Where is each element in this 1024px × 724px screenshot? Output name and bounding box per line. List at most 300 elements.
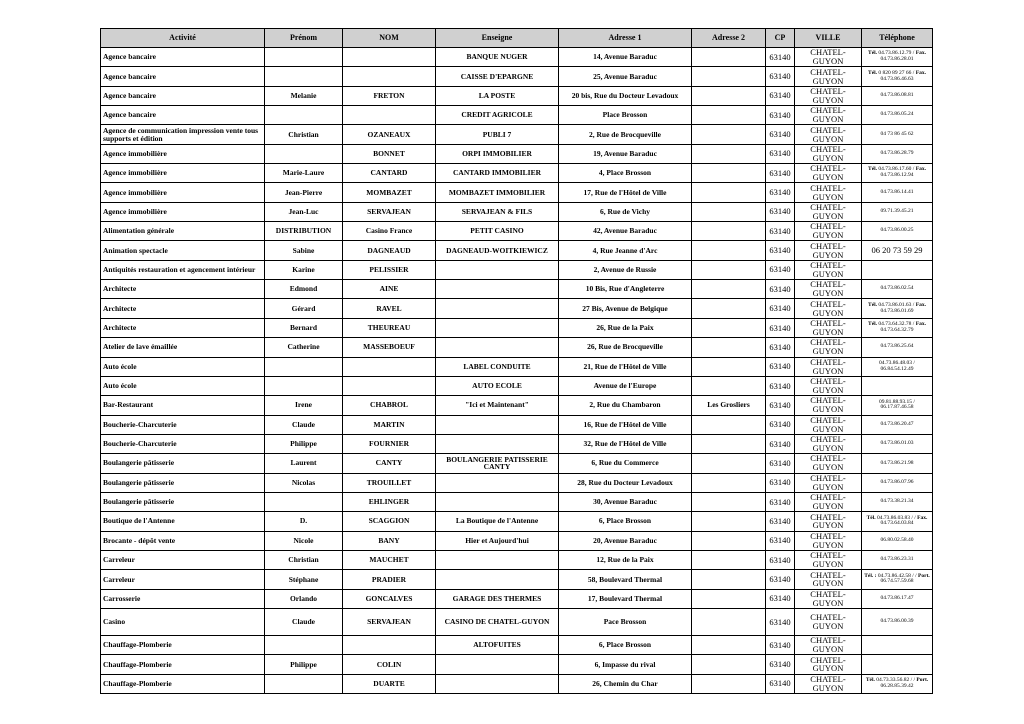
table-row — [101, 674, 933, 693]
ville-cell: CHATEL-GUYON — [795, 183, 862, 202]
ville-cell: CHATEL-GUYON — [795, 357, 862, 376]
nom-cell: OZANEAUX — [343, 125, 436, 144]
telephone-type-label: Tél. — [865, 677, 875, 684]
ville-cell: CHATEL-GUYON — [795, 144, 862, 163]
enseigne-cell: BANQUE NUGER — [436, 48, 559, 67]
telephone-cell: Tél. 04.73.64.32.78 / Fax. 04.73.64.32.79 — [862, 318, 933, 337]
cp-cell: 63140 — [766, 531, 795, 550]
nom-cell — [343, 357, 436, 376]
telephone-number: 04.73.86.20.47 — [880, 420, 914, 427]
prenom-cell — [265, 635, 343, 654]
telephone-number: 04.73.86.03.83 / — [876, 514, 913, 521]
adresse1-cell: 27 Bis, Avenue de Belgique — [559, 299, 692, 318]
enseigne-cell — [436, 260, 559, 279]
adresse1-cell: 58, Boulevard Thermal — [559, 570, 692, 589]
cp-cell: 63140 — [766, 608, 795, 635]
cp-cell: 63140 — [766, 144, 795, 163]
activite-cell: Carreleur — [101, 550, 265, 569]
ville-cell: CHATEL-GUYON — [795, 67, 862, 86]
table-row — [101, 512, 933, 531]
table-row — [101, 299, 933, 318]
nom-cell: CANTARD — [343, 164, 436, 183]
table-row — [101, 338, 933, 357]
cp-cell: 63140 — [766, 512, 795, 531]
table-row — [101, 67, 933, 86]
nom-cell: COLIN — [343, 655, 436, 674]
activite-cell: Alimentation générale — [101, 222, 265, 241]
telephone-number: 04.73.38.21.34 — [880, 498, 914, 505]
enseigne-cell — [436, 492, 559, 511]
telephone-type-label: Port. — [918, 572, 930, 579]
prenom-cell: Karine — [265, 260, 343, 279]
telephone-cell — [862, 396, 933, 415]
table-row — [101, 415, 933, 434]
telephone-number: 04.73.86.05.24 — [880, 111, 914, 118]
prenom-cell: Nicolas — [265, 473, 343, 492]
telephone-cell — [862, 338, 933, 357]
header-enseigne: Enseigne — [436, 29, 559, 48]
enseigne-cell: ALTOFUITES — [436, 635, 559, 654]
telephone-cell — [862, 280, 933, 299]
telephone-number: 06.80.02.58.40 — [880, 536, 914, 543]
nom-cell: MAUCHET — [343, 550, 436, 569]
telephone-number: 04.73.86.12.94 — [880, 172, 914, 179]
enseigne-cell: SERVAJEAN & FILS — [436, 202, 559, 221]
nom-cell: GONCALVES — [343, 589, 436, 608]
adresse2-cell — [692, 318, 766, 337]
prenom-cell: Jean-Luc — [265, 202, 343, 221]
ville-cell: CHATEL-GUYON — [795, 318, 862, 337]
telephone-cell: Tél. 04.73.86.03.83 / / Fax. 04.73.64.03.84 — [862, 512, 933, 531]
ville-cell: CHATEL-GUYON — [795, 338, 862, 357]
activite-cell: Boulangerie pâtisserie — [101, 454, 265, 473]
table-row — [101, 589, 933, 608]
telephone-number: 04.73.86.07.96 — [880, 478, 914, 485]
adresse2-cell — [692, 125, 766, 144]
activite-cell: Agence immobilière — [101, 202, 265, 221]
table-row — [101, 454, 933, 473]
adresse1-cell: 21, Rue de l'Hôtel de Ville — [559, 357, 692, 376]
enseigne-cell — [436, 299, 559, 318]
adresse1-cell: Place Brosson — [559, 106, 692, 125]
activite-cell: Agence bancaire — [101, 106, 265, 125]
ville-cell: CHATEL-GUYON — [795, 570, 862, 589]
activite-cell: Agence bancaire — [101, 67, 265, 86]
header-telephone: Téléphone — [862, 29, 933, 48]
enseigne-cell: LABEL CONDUITE — [436, 357, 559, 376]
enseigne-cell: GARAGE DES THERMES — [436, 589, 559, 608]
activite-cell: Brocante - dépôt vente — [101, 531, 265, 550]
cp-cell: 63140 — [766, 260, 795, 279]
ville-cell: CHATEL-GUYON — [795, 635, 862, 654]
adresse1-cell: 16, Rue de l'Hôtel de Ville — [559, 415, 692, 434]
adresse2-cell — [692, 86, 766, 105]
activite-cell: Carreleur — [101, 570, 265, 589]
table-row — [101, 531, 933, 550]
header-adresse1: Adresse 1 — [559, 29, 692, 48]
prenom-cell — [265, 106, 343, 125]
prenom-cell: Philippe — [265, 434, 343, 453]
telephone-cell — [862, 106, 933, 125]
adresse2-cell — [692, 454, 766, 473]
telephone-cell — [862, 357, 933, 376]
prenom-cell: Christian — [265, 125, 343, 144]
prenom-cell — [265, 144, 343, 163]
activite-cell: Agence immobilière — [101, 183, 265, 202]
telephone-number: 09.81.88.93.15 / — [879, 398, 915, 405]
prenom-cell: Christian — [265, 550, 343, 569]
ville-cell: CHATEL-GUYON — [795, 492, 862, 511]
adresse1-cell: 26, Rue de la Paix — [559, 318, 692, 337]
nom-cell: PELISSIER — [343, 260, 436, 279]
telephone-cell: Tél. 04.73.86.12.79 / Fax. 04.73.86.28.01 — [862, 48, 933, 67]
header-activite: Activité — [101, 29, 265, 48]
telephone-number: 06.74.57.59.68 — [880, 578, 914, 585]
telephone-cell — [862, 125, 933, 144]
table-row — [101, 86, 933, 105]
adresse2-cell — [692, 473, 766, 492]
ville-cell: CHATEL-GUYON — [795, 550, 862, 569]
adresse2-cell — [692, 222, 766, 241]
telephone-cell — [862, 202, 933, 221]
adresse2-cell — [692, 183, 766, 202]
cp-cell: 63140 — [766, 396, 795, 415]
adresse2-cell — [692, 570, 766, 589]
nom-cell — [343, 48, 436, 67]
nom-cell: Casino France — [343, 222, 436, 241]
telephone-cell — [862, 144, 933, 163]
nom-cell: DUARTE — [343, 674, 436, 693]
prenom-cell: Gérard — [265, 299, 343, 318]
adresse2-cell: Les Grosliers — [692, 396, 766, 415]
table-row — [101, 434, 933, 453]
telephone-number: 04.73.64.03.84 — [880, 520, 914, 527]
telephone-cell — [862, 589, 933, 608]
nom-cell — [343, 67, 436, 86]
enseigne-cell: CANTARD IMMOBILIER — [436, 164, 559, 183]
telephone-number: 04.73.33.56.82 / — [876, 677, 913, 684]
adresse1-cell: 12, Rue de la Paix — [559, 550, 692, 569]
cp-cell: 63140 — [766, 67, 795, 86]
prenom-cell: Bernard — [265, 318, 343, 337]
prenom-cell: Claude — [265, 415, 343, 434]
activite-cell: Animation spectacle — [101, 241, 265, 260]
nom-cell: SERVAJEAN — [343, 202, 436, 221]
prenom-cell: DISTRIBUTION — [265, 222, 343, 241]
adresse1-cell: 6, Place Brosson — [559, 512, 692, 531]
nom-cell: CANTY — [343, 454, 436, 473]
adresse1-cell: 10 Bis, Rue d'Angleterre — [559, 280, 692, 299]
telephone-number: 04.73.86.17.47 — [880, 594, 914, 601]
telephone-cell: Tél. 04.73.86.17.60 / Fax. 04.73.86.12.94 — [862, 164, 933, 183]
adresse1-cell: 6, Rue de Vichy — [559, 202, 692, 221]
cp-cell: 63140 — [766, 222, 795, 241]
table-row — [101, 183, 933, 202]
adresse2-cell — [692, 260, 766, 279]
nom-cell: TROUILLET — [343, 473, 436, 492]
enseigne-cell — [436, 434, 559, 453]
ville-cell: CHATEL-GUYON — [795, 86, 862, 105]
enseigne-cell — [436, 550, 559, 569]
enseigne-cell: BOULANGERIE PATISSERIE CANTY — [436, 454, 559, 473]
enseigne-cell — [436, 280, 559, 299]
ville-cell: CHATEL-GUYON — [795, 164, 862, 183]
table-row — [101, 48, 933, 67]
telephone-cell: Tél. 04.73.33.56.82 / / Port. 06.28.85.39.42 — [862, 674, 933, 693]
telephone-type-label: Fax. — [917, 514, 928, 521]
enseigne-cell — [436, 570, 559, 589]
adresse2-cell — [692, 492, 766, 511]
telephone-number: 04.73.86.14.41 — [880, 188, 914, 195]
adresse1-cell: 25, Avenue Baraduc — [559, 67, 692, 86]
adresse2-cell — [692, 512, 766, 531]
telephone-number: 06.28.85.39.42 — [880, 682, 914, 689]
telephone-type-label: Fax. — [915, 166, 926, 173]
adresse2-cell — [692, 674, 766, 693]
telephone-type-label: Tél. : — [864, 572, 877, 579]
table-row — [101, 570, 933, 589]
adresse1-cell: 20 bis, Rue du Docteur Levadoux — [559, 86, 692, 105]
ville-cell: CHATEL-GUYON — [795, 202, 862, 221]
telephone-type-label: Fax. — [915, 321, 926, 328]
telephone-cell — [862, 260, 933, 279]
cp-cell: 63140 — [766, 280, 795, 299]
telephone-number: 04.73.86.23.31 — [880, 556, 914, 563]
table-row — [101, 318, 933, 337]
telephone-number: 04.73.86.00.25 — [880, 227, 914, 234]
telephone-number: 06.84.54.12.49 — [880, 365, 914, 372]
adresse2-cell — [692, 655, 766, 674]
enseigne-cell: MOMBAZET IMMOBILIER — [436, 183, 559, 202]
nom-cell: SERVAJEAN — [343, 608, 436, 635]
telephone-cell — [862, 492, 933, 511]
telephone-type-label: Port. — [916, 677, 929, 684]
ville-cell: CHATEL-GUYON — [795, 241, 862, 260]
cp-cell: 63140 — [766, 357, 795, 376]
prenom-cell: Nicole — [265, 531, 343, 550]
telephone-cell — [862, 434, 933, 453]
ville-cell: CHATEL-GUYON — [795, 589, 862, 608]
prenom-cell — [265, 492, 343, 511]
activite-cell: Boucherie-Charcuterie — [101, 415, 265, 434]
header-adresse2: Adresse 2 — [692, 29, 766, 48]
table-row — [101, 260, 933, 279]
enseigne-cell: LA POSTE — [436, 86, 559, 105]
telephone-number: 04.73.86.28.01 — [880, 56, 914, 63]
telephone-cell — [862, 550, 933, 569]
telephone-number: 04.73.86.01.63 — [878, 301, 912, 308]
cp-cell: 63140 — [766, 492, 795, 511]
cp-cell: 63140 — [766, 183, 795, 202]
enseigne-cell: CREDIT AGRICOLE — [436, 106, 559, 125]
enseigne-cell — [436, 655, 559, 674]
telephone-type-label: Tél. — [868, 69, 878, 76]
nom-cell: AINE — [343, 280, 436, 299]
telephone-number: 04.73.86.46.63 — [880, 75, 914, 82]
cp-cell: 63140 — [766, 589, 795, 608]
table-row — [101, 655, 933, 674]
telephone-type-label: Fax. — [915, 301, 926, 308]
table-row — [101, 473, 933, 492]
cp-cell: 63140 — [766, 415, 795, 434]
prenom-cell: Jean-Pierre — [265, 183, 343, 202]
prenom-cell: Marie-Laure — [265, 164, 343, 183]
prenom-cell: Catherine — [265, 338, 343, 357]
cp-cell: 63140 — [766, 318, 795, 337]
telephone-number: 04.73.86.48.03 / — [879, 359, 915, 366]
ville-cell: CHATEL-GUYON — [795, 674, 862, 693]
directory-sheet — [100, 28, 933, 694]
table-row — [101, 125, 933, 144]
adresse1-cell: 42, Avenue Baraduc — [559, 222, 692, 241]
activite-cell: Boutique de l'Antenne — [101, 512, 265, 531]
prenom-cell: Orlando — [265, 589, 343, 608]
adresse2-cell — [692, 550, 766, 569]
cp-cell: 63140 — [766, 570, 795, 589]
cp-cell: 63140 — [766, 164, 795, 183]
enseigne-cell: CASINO DE CHATEL-GUYON — [436, 608, 559, 635]
ville-cell: CHATEL-GUYON — [795, 260, 862, 279]
table-row — [101, 106, 933, 125]
adresse1-cell: 6, Rue du Commerce — [559, 454, 692, 473]
telephone-number: 04.73.86.25.64 — [880, 343, 914, 350]
adresse2-cell — [692, 164, 766, 183]
cp-cell: 63140 — [766, 202, 795, 221]
activite-cell: Carrosserie — [101, 589, 265, 608]
table-row — [101, 396, 933, 415]
adresse1-cell: 17, Rue de l'Hôtel de Ville — [559, 183, 692, 202]
cp-cell: 63140 — [766, 241, 795, 260]
adresse2-cell — [692, 589, 766, 608]
activite-cell: Agence de communication impression vente tous supports et édition — [101, 125, 265, 144]
prenom-cell — [265, 674, 343, 693]
adresse2-cell — [692, 106, 766, 125]
activite-cell: Architecte — [101, 299, 265, 318]
telephone-number: 09.71.39.45.21 — [880, 208, 914, 215]
adresse1-cell: Pace Brosson — [559, 608, 692, 635]
ville-cell: CHATEL-GUYON — [795, 222, 862, 241]
adresse2-cell — [692, 202, 766, 221]
telephone-cell — [862, 222, 933, 241]
cp-cell: 63140 — [766, 125, 795, 144]
table-row — [101, 376, 933, 395]
nom-cell: PRADIER — [343, 570, 436, 589]
nom-cell: RAVEL — [343, 299, 436, 318]
adresse1-cell: 14, Avenue Baraduc — [559, 48, 692, 67]
adresse1-cell: Avenue de l'Europe — [559, 376, 692, 395]
nom-cell: SCAGGION — [343, 512, 436, 531]
table-body — [101, 48, 933, 694]
prenom-cell — [265, 376, 343, 395]
enseigne-cell — [436, 473, 559, 492]
adresse2-cell — [692, 280, 766, 299]
cp-cell: 63140 — [766, 338, 795, 357]
cp-cell: 63140 — [766, 299, 795, 318]
adresse1-cell: 26, Rue de Brocqueville — [559, 338, 692, 357]
telephone-cell: Tél. 04.73.86.01.63 / Fax. 04.73.86.01.69 — [862, 299, 933, 318]
ville-cell: CHATEL-GUYON — [795, 473, 862, 492]
nom-cell: BANY — [343, 531, 436, 550]
adresse2-cell — [692, 415, 766, 434]
adresse1-cell: 17, Boulevard Thermal — [559, 589, 692, 608]
adresse1-cell: 28, Rue du Docteur Levadoux — [559, 473, 692, 492]
table-row — [101, 222, 933, 241]
activite-cell: Agence immobilière — [101, 164, 265, 183]
activite-cell: Agence bancaire — [101, 86, 265, 105]
adresse1-cell: 4, Place Brosson — [559, 164, 692, 183]
enseigne-cell: "Ici et Maintenant" — [436, 396, 559, 415]
prenom-cell: Sabine — [265, 241, 343, 260]
telephone-number: 04 73 86 45 62 — [880, 130, 914, 137]
nom-cell — [343, 106, 436, 125]
adresse2-cell — [692, 299, 766, 318]
adresse1-cell: 6, Impasse du rival — [559, 655, 692, 674]
prenom-cell: Philippe — [265, 655, 343, 674]
adresse2-cell — [692, 144, 766, 163]
telephone-type-label: Tél. — [868, 50, 878, 57]
prenom-cell: Edmond — [265, 280, 343, 299]
telephone-number: 04.73.86.28.79 — [880, 150, 914, 156]
cp-cell: 63140 — [766, 473, 795, 492]
adresse1-cell: 20, Avenue Baraduc — [559, 531, 692, 550]
ville-cell: CHATEL-GUYON — [795, 608, 862, 635]
adresse2-cell — [692, 357, 766, 376]
ville-cell: CHATEL-GUYON — [795, 106, 862, 125]
cp-cell: 63140 — [766, 86, 795, 105]
telephone-type-label: Tél. — [866, 514, 876, 521]
adresse2-cell — [692, 338, 766, 357]
telephone-cell — [862, 415, 933, 434]
telephone-number: 06 20 73 59 29 — [871, 245, 923, 256]
ville-cell: CHATEL-GUYON — [795, 655, 862, 674]
nom-cell: CHABROL — [343, 396, 436, 415]
telephone-number: 04.73.86.08.81 — [880, 91, 914, 98]
telephone-number: 04.73.86.42.58 / — [877, 572, 914, 579]
business-directory-table — [100, 28, 933, 694]
ville-cell: CHATEL-GUYON — [795, 531, 862, 550]
telephone-number: 04.73.86.00.39 — [880, 618, 914, 625]
prenom-cell: Claude — [265, 608, 343, 635]
ville-cell: CHATEL-GUYON — [795, 512, 862, 531]
activite-cell: Agence bancaire — [101, 48, 265, 67]
header-ville: VILLE — [795, 29, 862, 48]
enseigne-cell: La Boutique de l'Antenne — [436, 512, 559, 531]
nom-cell — [343, 376, 436, 395]
table-row — [101, 608, 933, 635]
telephone-cell — [862, 454, 933, 473]
activite-cell: Atelier de lave émaillée — [101, 338, 265, 357]
prenom-cell — [265, 67, 343, 86]
enseigne-cell: AUTO ECOLE — [436, 376, 559, 395]
header-prenom: Prénom — [265, 29, 343, 48]
cp-cell: 63140 — [766, 674, 795, 693]
enseigne-cell: DAGNEAUD-WOITKIEWICZ — [436, 241, 559, 260]
nom-cell: MASSEBOEUF — [343, 338, 436, 357]
ville-cell: CHATEL-GUYON — [795, 376, 862, 395]
telephone-cell — [862, 376, 933, 395]
table-row — [101, 280, 933, 299]
table-row — [101, 357, 933, 376]
cp-cell: 63140 — [766, 550, 795, 569]
telephone-number: 04.73.86.01.03 — [880, 440, 914, 447]
cp-cell: 63140 — [766, 434, 795, 453]
activite-cell: Boucherie-Charcuterie — [101, 434, 265, 453]
activite-cell: Auto école — [101, 357, 265, 376]
adresse1-cell: 32, Rue de l'Hôtel de Ville — [559, 434, 692, 453]
ville-cell: CHATEL-GUYON — [795, 434, 862, 453]
prenom-cell — [265, 357, 343, 376]
telephone-number: 04.73.86.12.79 — [878, 50, 912, 57]
